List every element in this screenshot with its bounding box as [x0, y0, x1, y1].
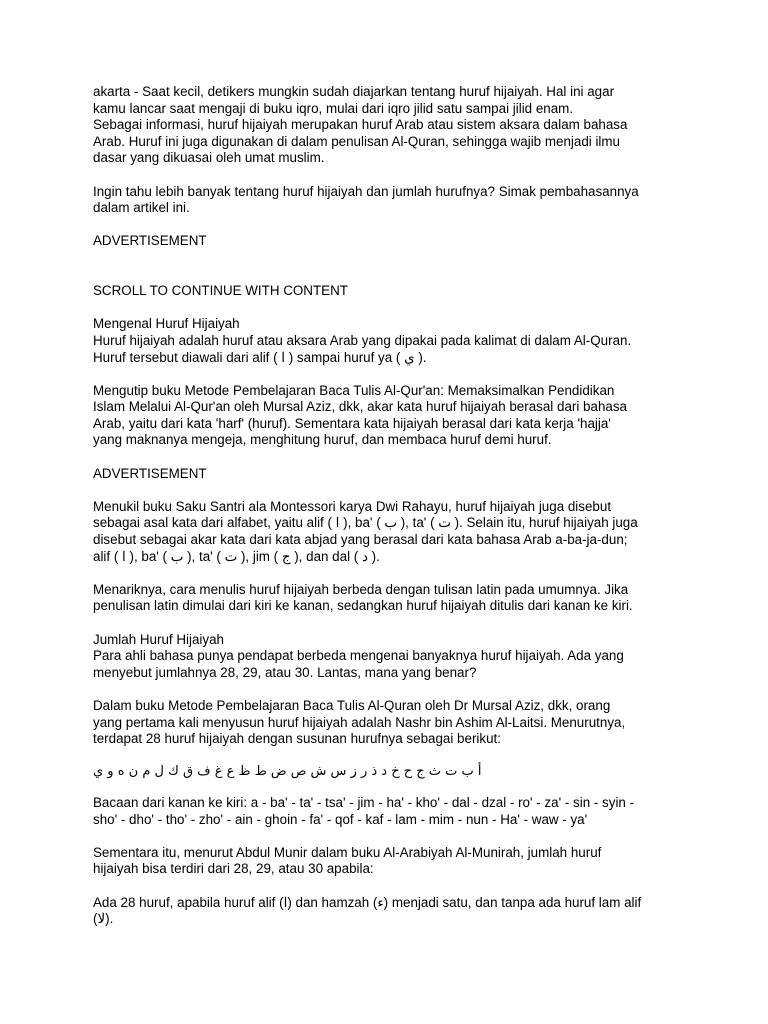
- document-page: [93, 84, 683, 944]
- advertisement-label: ADVERTISEMENT: [93, 233, 207, 249]
- advertisement-label: ADVERTISEMENT: [93, 465, 207, 481]
- intro-paragraph: akarta - Saat kecil, detikers mungkin sudah diajarkan tentang huruf hijaiyah. Hal ini agar kamu lancar saat mengaji di buku iqro, mulai dari iqro jilid satu sampai jilid enam. Sebagai informasi, huruf hijaiyah merupakan huruf Arab atau sistem aksara dalam bahasa Arab. Huruf ini juga digunakan di dalam penulisan Al-Quran, sehingga wajib menjadi ilmu dasar yang dikuasai oleh umat muslim.: [93, 84, 628, 166]
- section-mengenal-paragraph: Mengenal Huruf Hijaiyah Huruf hijaiyah adalah huruf atau aksara Arab yang dipakai pada kalimat di dalam Al-Quran. Huruf tersebut diawali dari alif ( ا ) sampai huruf ya ( ي ).: [93, 316, 632, 365]
- abdul-munir-paragraph: Sementara itu, menurut Abdul Munir dalam buku Al-Arabiyah Al-Munirah, jumlah huruf hijaiyah bisa terdiri dari 28, 29, atau 30 apabila:: [93, 844, 602, 877]
- alphabet-origin-paragraph: Menukil buku Saku Santri ala Montessori karya Dwi Rahayu, huruf hijaiyah juga disebut sebagai asal kata dari alfabet, yaitu alif ( ا ), ba' ( ب ), ta' ( ت ). Selain itu, huruf hijaiyah juga disebut sebagai akar kata dari kata abjad yang berasal dari kata bahasa Arab a-ba-ja-dun; alif ( ا ), ba' ( ب ), ta' ( ت ), jim ( ج ), dan dal ( د ).: [93, 498, 638, 564]
- section-jumlah-paragraph: Jumlah Huruf Hijaiyah Para ahli bahasa punya pendapat berbeda mengenai banyaknya huruf hijaiyah. Ada yang menyebut jumlahnya 28, 29, atau 30. Lantas, mana yang benar?: [93, 631, 624, 680]
- scroll-to-continue-label: SCROLL TO CONTINUE WITH CONTENT: [93, 283, 348, 299]
- etymology-paragraph: Mengutip buku Metode Pembelajaran Baca Tulis Al-Qur'an: Memaksimalkan Pendidikan Islam Melalui Al-Qur'an oleh Mursal Aziz, dkk, akar kata huruf hijaiyah berasal dari bahasa Arab, yaitu dari kata 'harf' (huruf). Sementara kata hijaiyah berasal dari kata kerja 'hajja' yang maknanya mengeja, menghitung huruf, dan membaca huruf demi huruf.: [93, 382, 627, 448]
- writing-direction-paragraph: Menariknya, cara menulis huruf hijaiyah berbeda dengan tulisan latin pada umumnya. Jika penulisan latin dimulai dari kiri ke kanan, sedangkan huruf hijaiyah ditulis dari kanan ke kiri.: [93, 581, 633, 614]
- letter-reading-paragraph: Bacaan dari kanan ke kiri: a - ba' - ta' - tsa' - jim - ha' - kho' - dal - dzal - ro' - za' - sin - syin - sho' - dho' - tho' - zho' - ain - ghoin - fa' - qof - kaf - lam - mim - nun - Ha' - waw - ya': [93, 794, 635, 827]
- twenty-eight-letters-paragraph: Ada 28 huruf, apabila huruf alif (ا) dan hamzah (ء) menjadi satu, dan tanpa ada huruf lam alif (لا).: [93, 894, 642, 927]
- intro-followup-paragraph: Ingin tahu lebih banyak tentang huruf hijaiyah dan jumlah hurufnya? Simak pembahasannya dalam artikel ini.: [93, 183, 639, 216]
- spacer: [93, 267, 683, 284]
- arabic-letters-row: أ ب ت ث ج ح خ د ذ ر ز س ش ص ض ط ظ ع غ ف ق ك ل م ن ه و ي: [93, 764, 482, 780]
- nashr-paragraph: Dalam buku Metode Pembelajaran Baca Tulis Al-Quran oleh Dr Mursal Aziz, dkk, orang yang pertama kali menyusun huruf hijaiyah adalah Nashr bin Ashim Al-Laitsi. Menurutnya, terdapat 28 huruf hijaiyah dengan susunan hurufnya sebagai berikut:: [93, 697, 626, 747]
